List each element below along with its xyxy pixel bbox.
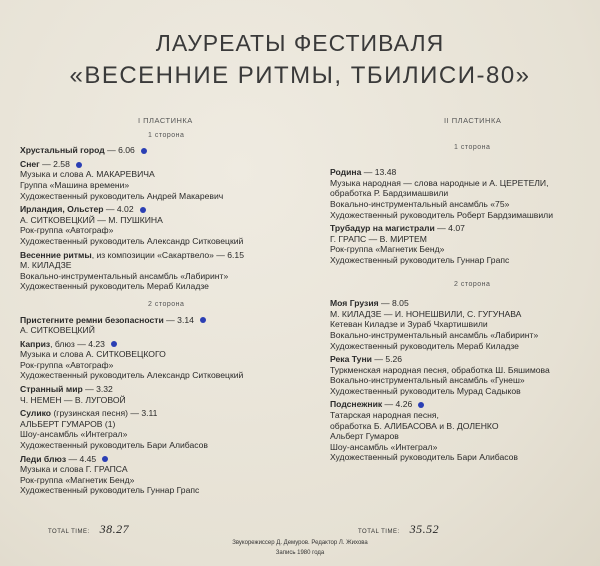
ink-dot-mark	[76, 162, 82, 168]
track-title: Ирландия, Ольстер	[20, 204, 104, 215]
track-entry	[20, 408, 310, 450]
track-heading: Весенние ритмы, из композиции «Сакартвело» — 6.15	[20, 249, 244, 260]
track-heading: Сулико (грузинская песня) — 3.11	[20, 408, 158, 419]
track-duration: 8.05	[392, 298, 409, 309]
track-credit-line: А. СИТКОВЕЦКИЙ	[20, 325, 95, 336]
track-heading: Ирландия, Ольстер — 4.02	[20, 204, 310, 215]
disc-1-side-2-tracks	[20, 315, 310, 497]
track-duration: 6.15	[227, 249, 244, 260]
disc-2-total-time	[358, 522, 439, 537]
track-subtitle: , из композиции «Сакартвело»	[91, 249, 214, 260]
disc-2-side-1-heading: 1 сторона	[454, 143, 491, 151]
track-duration: 5.26	[385, 354, 403, 365]
track-title: Весенние ритмы	[20, 249, 92, 260]
track-credit-line: Художественный руководитель Гуннар Грапс	[20, 485, 200, 496]
track-credit-line: Музыка и слова Г. ГРАПСА	[20, 464, 128, 475]
track-credit-line: Кетеван Киладзе и Зураб Чхартишвили	[330, 319, 488, 330]
track-heading: Странный мир — 3.32	[20, 384, 113, 395]
track-entry	[20, 384, 310, 405]
track-credit-line: Вокально-инструментальный ансамбль «Лабиринт»	[20, 270, 229, 281]
track-credit-line: Музыка народная — слова народные и А. ЦЕРЕТЕЛИ,	[330, 177, 549, 188]
recording-year: Запись 1980 года	[275, 550, 325, 556]
track-credit-line: Художественный руководитель Александр Ситковецкий	[20, 235, 244, 246]
track-duration: 13.48	[374, 167, 397, 178]
credits-line: Звукорежиссер Д. Демуров. Редактор Л. Жихова	[232, 540, 368, 546]
track-entry	[20, 315, 310, 336]
track-duration: 4.02	[116, 204, 134, 215]
disc-1-side-2-heading: 2 сторона	[148, 300, 185, 308]
track-entry	[20, 159, 310, 201]
disc-1-side-1-heading: 1 сторона	[148, 131, 185, 139]
track-credit-line: М. КИЛАДЗЕ — И. НОНЕШВИЛИ, С. ГУГУНАВА	[330, 308, 522, 319]
track-credit-line: Рок-группа «Магнетик Бенд»	[330, 244, 445, 255]
track-credit-line: Рок-группа «Автограф»	[20, 225, 114, 236]
track-duration: 2.58	[53, 158, 70, 169]
ink-dot-mark	[102, 456, 108, 462]
track-credit-line: Ч. НЕМЕН — В. ЛУГОВОЙ	[20, 394, 126, 405]
track-entry	[20, 145, 310, 156]
track-heading: Леди блюз — 4.45	[20, 454, 310, 465]
track-title: Родина	[330, 167, 362, 178]
title-line-2: «ВЕСЕННИЕ РИТМЫ, ТБИЛИСИ-80»	[69, 62, 531, 89]
ink-dot-mark	[140, 207, 146, 213]
track-title: Снег	[20, 158, 40, 169]
ink-dot-mark	[200, 317, 206, 323]
track-credit-line: Музыка и слова А. МАКАРЕВИЧА	[20, 169, 155, 180]
track-duration: 6.06	[118, 145, 135, 156]
track-duration: 4.45	[79, 453, 97, 464]
track-credit-line: Туркменская народная песня, обработка Ш. Бяшимова	[330, 364, 550, 375]
track-title: Моя Грузия	[330, 298, 379, 309]
disc-1-heading: I ПЛАСТИНКА	[138, 116, 193, 125]
track-entry	[330, 223, 590, 265]
track-duration: 4.26	[395, 399, 413, 410]
track-duration: 3.32	[96, 384, 113, 395]
track-duration: 3.14	[177, 314, 194, 325]
track-entry	[330, 167, 590, 220]
track-credit-line: Шоу-ансамбль «Интеграл»	[330, 441, 438, 452]
track-credit-line: обработка Р. Бардзимашвили	[330, 188, 449, 199]
track-title: Сулико	[20, 408, 52, 419]
disc-2-side-1-tracks	[330, 167, 590, 265]
track-credit-line: Художественный руководитель Мурад Садыков	[330, 385, 521, 396]
track-entry	[330, 399, 590, 463]
track-heading: Родина — 13.48	[330, 167, 397, 178]
total-time-label: TOTAL TIME:	[358, 529, 400, 535]
track-heading: Моя Грузия — 8.05	[330, 298, 409, 309]
track-credit-line: обработка Б. АЛИБАСОВА и В. ДОЛЕНКО	[330, 420, 499, 431]
track-title: Хрустальный город	[20, 145, 105, 156]
total-time-label: TOTAL TIME:	[48, 529, 90, 535]
track-credit-line: Вокально-инструментальный ансамбль «75»	[330, 198, 510, 209]
track-title: Река Туни	[330, 354, 372, 365]
track-heading: Река Туни — 5.26	[330, 354, 403, 365]
track-credit-line: Вокально-инструментальный ансамбль «Лабиринт»	[330, 329, 539, 340]
track-heading: Хрустальный город — 6.06	[20, 145, 310, 156]
track-credit-line: Музыка и слова А. СИТКОВЕЦКОГО	[20, 349, 166, 360]
track-credit-line: Татарская народная песня,	[330, 410, 439, 421]
track-credit-line: Рок-группа «Магнетик Бенд»	[20, 474, 135, 485]
disc-1-total-time	[48, 522, 129, 537]
disc-2-heading: II ПЛАСТИНКА	[444, 116, 502, 125]
track-entry	[20, 339, 310, 381]
track-credit-line: АЛЬБЕРТ ГУМАРОВ (1)	[20, 418, 116, 429]
track-title: Трубадур на магистрали	[330, 223, 435, 234]
track-title: Леди блюз	[20, 453, 67, 464]
track-credit-line: Художественный руководитель Гуннар Грапс	[330, 254, 510, 265]
total-time-value: 38.27	[99, 522, 130, 536]
track-duration: 4.23	[88, 338, 105, 349]
track-credit-line: Группа «Машина времени»	[20, 179, 130, 190]
track-heading: Трубадур на магистрали — 4.07	[330, 223, 465, 234]
track-duration: 4.07	[448, 223, 465, 234]
track-credit-line: Г. ГРАПС — В. МИРТЕМ	[330, 233, 427, 244]
total-time-value: 35.52	[409, 522, 440, 536]
disc-2-side-2-tracks	[330, 298, 590, 463]
track-credit-line: Рок-группа «Автограф»	[20, 359, 114, 370]
disc-2-column	[330, 116, 590, 466]
track-entry	[20, 454, 310, 496]
track-credit-line: Вокально-инструментальный ансамбль «Гунеш»	[330, 375, 525, 386]
track-credit-line: Художественный руководитель Мераб Киладзе	[20, 281, 209, 292]
track-entry	[20, 250, 310, 292]
disc-1-column	[20, 116, 310, 499]
ink-dot-mark	[111, 341, 117, 347]
track-entry	[330, 354, 590, 396]
track-subtitle: (грузинская песня)	[51, 408, 128, 419]
title-line-1: ЛАУРЕАТЫ ФЕСТИВАЛЯ	[155, 30, 445, 56]
track-title: Подснежник	[330, 399, 383, 410]
track-credit-line: Шоу-ансамбль «Интеграл»	[20, 429, 128, 440]
track-credit-line: А. СИТКОВЕЦКИЙ — М. ПУШКИНА	[20, 214, 163, 225]
track-entry	[20, 204, 310, 246]
ink-dot-mark	[141, 148, 147, 154]
track-heading: Снег — 2.58	[20, 159, 310, 170]
track-duration: 3.11	[141, 408, 158, 419]
track-heading: Пристегните ремни безопасности — 3.14	[20, 315, 310, 326]
track-subtitle: , блюз	[50, 338, 75, 349]
disc-1-side-1-tracks	[20, 145, 310, 292]
track-heading: Подснежник — 4.26	[330, 399, 590, 410]
track-credit-line: Художественный руководитель Роберт Бардзимашвили	[330, 209, 553, 220]
track-credit-line: Художественный руководитель Мераб Киладзе	[330, 340, 519, 351]
track-title: Странный мир	[20, 384, 83, 395]
ink-dot-mark	[418, 402, 424, 408]
track-title: Каприз	[20, 338, 51, 349]
track-credit-line: Художественный руководитель Андрей Макаревич	[20, 190, 224, 201]
disc-2-side-2-heading: 2 сторона	[454, 280, 491, 288]
track-credit-line: Альберт Гумаров	[330, 431, 399, 442]
track-title: Пристегните ремни безопасности	[20, 314, 164, 325]
track-credit-line: Художественный руководитель Бари Алибасов	[330, 452, 518, 463]
track-credit-line: М. КИЛАДЗЕ	[20, 260, 72, 271]
track-heading: Каприз, блюз — 4.23	[20, 339, 310, 350]
track-credit-line: Художественный руководитель Бари Алибасов	[20, 440, 208, 451]
track-entry	[330, 298, 590, 351]
track-credit-line: Художественный руководитель Александр Ситковецкий	[20, 370, 244, 381]
